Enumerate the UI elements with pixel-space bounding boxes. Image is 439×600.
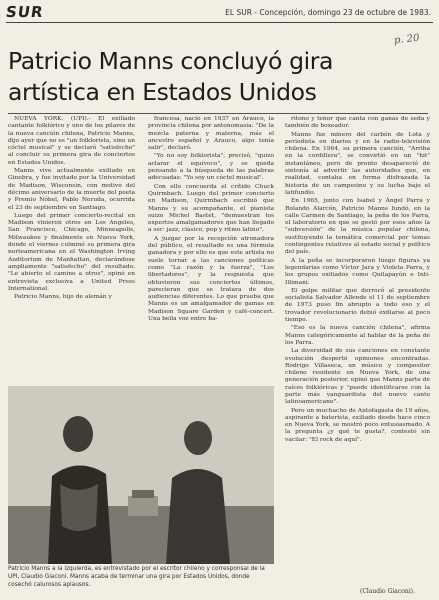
paragraph: rítono y tenor que canta con ganas de seda y también de boxeador.	[285, 116, 430, 130]
paragraph: francesa, nació en 1937 en Arauco, la provincia chilena por antonomasia: "De la mezcla paterna y materna, más el ancestro español y Arauco, algo tenía salir", declaró.	[148, 116, 274, 152]
paragraph: El golpe militar que derrocó al presidente socialista Salvador Allende el 11 de septiembre de 1973 puso fin abrupto a todo eso y el trovador revolucionario debió exiliarse al poco tiempo.	[285, 287, 430, 324]
photo-caption: Patricio Manns a la izquierda, es entrevistado por el escritor chileno y corresponsal de la UPI, Claudio Giaconi. Manns acaba de terminar una gira por Estados Unidos, donde cosechó calurosos aplausos.	[8, 566, 265, 588]
news-photo	[8, 386, 274, 564]
newspaper-logo: SUR	[4, 3, 45, 21]
paragraph: Luego del primer concierto-recital en Madison vinieron otros en Los Angeles, San Francisco, Chicago, Minneapolis, Milwaukee y finalmente en Nueva York, donde el viernes culminó su primera gira norteamericana en el Washington Irving Auditorium de Manhattan, declarándose ampliamente "satisfecho" del resultado. "Le abierto el camino a otros", opinó en entrevista exclusiva a United Press International.	[8, 212, 135, 292]
masthead	[6, 4, 433, 23]
photo-illustration	[8, 386, 274, 564]
paragraph: A la peña se incorporaron luego figuras ya legendarias como Víctor Jara y Violeta Parra, y los grupos exiliados como Quilapayún e Inti-Illimani.	[285, 257, 430, 286]
dateline: EL SUR - Concepción, domingo 23 de octubre de 1983.	[225, 8, 431, 17]
paragraph: La diversidad de sus canciones en constante evolución despertó opiniones encontradas. Rodrigo Villaseca, un músico y compositor chileno residente en Nueva York, de una generación posterior, opinó que Manns parte de raíces folklóricas y "puede identificarse con la parte más vanguardista del nuevo canto latinoamericano".	[285, 348, 430, 406]
handwritten-page-note: p. 20	[393, 32, 420, 47]
paragraph: Manns vive actualmente exiliado en Ginebra, y fue invitado por la Universidad de Madison, Wisconsin, con motivo del décimo aniversario de la muerte del poeta y Premio Nóbel, Pablo Neruda, ocurrida el 23 de septiembre en Santiago.	[8, 168, 135, 211]
paragraph: NUEVA YORK. (UPI).- El exiliado cantante folklórico y uno de los pilares de la nueva canción chilena, Patricio Manns, dijo ayer que no es "un folklorista, sino un cóctel musical" y se declaró "satisfecho" al concluir su primera gira de conciertos en Estados Unidos.	[8, 116, 135, 166]
article-column-3	[285, 116, 430, 586]
article-column-2	[148, 116, 274, 384]
paragraph: A juzgar por la recepción atronadora del público, el resultado es una fórmula ganadora y por ello es que este artista no suele tornar a las canciones políticas como "La razón y la fuerza", "Los libertadores", y la respuesta que obtuvieron sus conciertos últimos, parecieran que se tratara de dos audiencias diferentes. Lo que prueba que Manns es un amalgamador de gamas en Madison Square Garden y café-concert. Una bella voz entre ba-	[148, 235, 274, 323]
paragraph: Pero un muchacho de Antofagasta de 19 años, aspirante a baterista, exiliado desde hace cinco en Nueva York, se mostró poco entusiasmado. A la pregunta ¿y qué te gusta?, contestó sin vacilar: "El rock de aquí".	[285, 407, 430, 443]
author-signature: (Claudio Giaconi).	[360, 588, 415, 595]
paragraph: Con ello concuerda el crítido Chuck Quirmbach. Luego del primer concierto en Madison, Quirmbach escribió que Manns y su acompañante, el pianista suizo Michel Bastet, "demuestran los expertos amalgamadores que han llegado a ser: jazz, clásico, pop y ritmo latino".	[148, 183, 274, 234]
paragraph: "Yo no soy folklorista", precisó, "quizo aclarar el equívoco", y se queda pensando a la búsqueda de las palabras adecuadas: "Yo soy un cóctel musical".	[148, 153, 274, 182]
paragraph: "Eso es la nueva canción chilena", afirma Manns categóricamente al hablar de la peña de los Parra.	[285, 325, 430, 346]
paragraph: Manns fue minero del carbón de Lota y periodista en diarios y en la radio-televisión chilena. En 1964, su primera canción, "Arriba en la cordillera", se convirtió en un "hit" instantáneo, pero de pronto desapareció de sintonía al advertir las autoridades que, en realidad, contaba en forma disfrazada la historia de un campesino y su lucha bajo el latifundio.	[285, 131, 430, 196]
headline: Patricio Manns concluyó gira artística en Estados Unidos	[8, 46, 428, 114]
paragraph: Patricio Manns, hijo de alemán y	[14, 294, 112, 301]
paragraph: En 1965, junto con Isabel y Ángel Parra y Rolando Alarcón, Patricio Manns fundó, en la calle Carmen de Santiago, la peña de los Parra, el laboratorio en que se gestó por esos años la "subversión" de la música popular chilena, sustituyendo la temática comercial por temas contingentes relativos al estado social y político del país.	[285, 198, 430, 256]
